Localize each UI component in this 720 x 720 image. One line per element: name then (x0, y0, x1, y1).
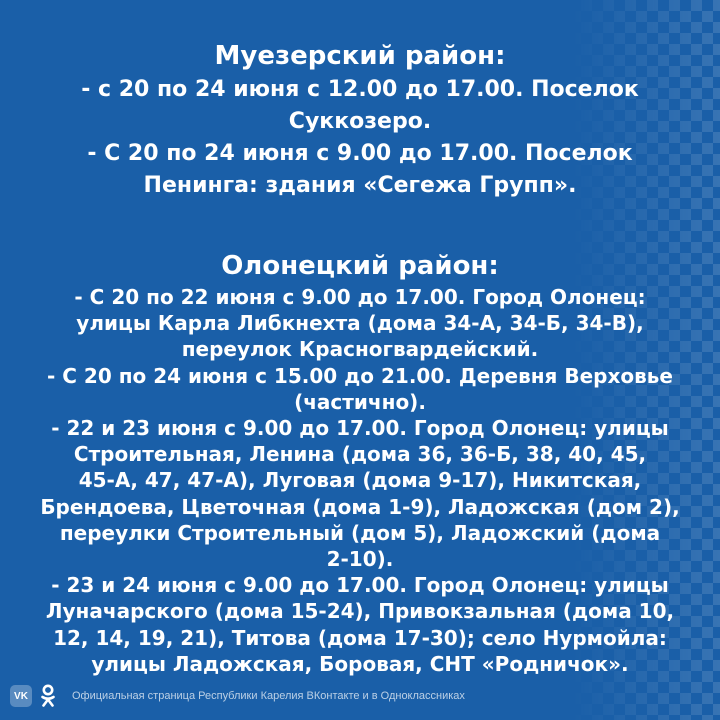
text-line: 45-А, 47, 47-А), Луговая (дома 9-17), Никитская, (78, 468, 642, 493)
text-line: улицы Ладожская, Боровая, СНТ «Родничок». (91, 651, 629, 676)
text-line: Суккозеро. (288, 109, 432, 134)
text-line: - 22 и 23 июня с 9.00 до 17.00. Город Олонец: улицы (51, 416, 669, 441)
text-line: переулок Красногвардейский. (181, 337, 539, 362)
text-line: - 23 и 24 июня с 9.00 до 17.00. Город Олонец: улицы (51, 573, 669, 598)
footer-text: Официальная страница Республики Карелия ВКонтакте и в Одноклассниках (72, 690, 465, 702)
odnoklassniki-icon[interactable] (40, 684, 56, 708)
section-title-muezersky: Муезерский район: (214, 41, 506, 71)
text-line: - С 20 по 24 июня с 9.00 до 17.00. Поселок (87, 141, 633, 166)
text-line: - С 20 по 22 июня с 9.00 до 17.00. Город Олонец: (74, 285, 646, 309)
section-gap (30, 202, 690, 248)
vk-icon[interactable]: VK (10, 685, 32, 707)
text-line: 2-10). (326, 547, 394, 572)
footer (10, 684, 465, 708)
text-line: Брендоева, Цветочная (дома 1-9), Ладожская (дом 2), (40, 494, 680, 519)
text-line: - с 20 по 24 июня с 12.00 до 17.00. Поселок (81, 77, 639, 102)
announcement-content (30, 38, 690, 677)
text-line: (частично). (294, 389, 426, 414)
text-line: Луначарского (дома 15-24), Привокзальная (дома 10, (45, 599, 675, 624)
text-line: переулки Строительный (дом 5), Ладожский (дома (59, 520, 661, 545)
text-line: 12, 14, 19, 21), Титова (дома 17-30); село Нурмойла: (53, 625, 667, 650)
text-line: Пенинга: здания «Сегежа Групп». (143, 173, 577, 198)
text-line: Строительная, Ленина (дома 36, 36-Б, 38, 40, 45, (73, 442, 647, 467)
section-title-olonetsky: Олонецкий район: (221, 251, 499, 281)
text-line: улицы Карла Либкнехта (дома 34-А, 34-Б, 34-В), (76, 311, 644, 336)
text-line: - С 20 по 24 июня с 15.00 до 21.00. Деревня Верховье (47, 363, 673, 388)
